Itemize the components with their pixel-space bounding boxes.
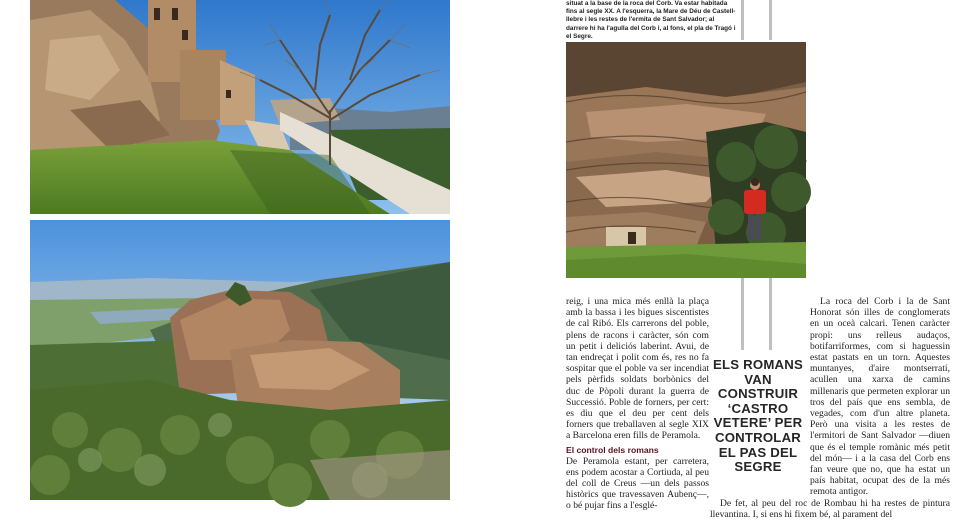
church-rock-photo [30,0,450,214]
rock-valley-photo [30,220,450,500]
body-paragraph: reig, i una mica més enllà la plaça amb la bassa i les bigues siscentistes de cal Ribó. Els carrerons del poble, plens de racons i caràcter, són com un petit i deliciós laberint. Avui, de tan endreçat i polit com és, res no fa sospitar que el poble va ser incendiat pels pèrfids soldats borbònics del duc de Pòpoli durant la guerra de Successió. Poble de forners, per cert: es diu que el deu per cent dels forners que treballaven al segle XIX a Barcelona eren fills de Peramola. [566,296,709,442]
body-paragraph: De fet, al peu del roc de Rombau hi ha restes de pintura llevantina. I, si ens hi fixem bé, al parament del [710,497,950,520]
pull-quote-spacer [710,296,810,496]
pull-quote: ELS ROMANS VAN CONSTRUIR ‘CASTRO VETERE’ PER CONTROLAR EL PAS DEL SEGRE [713,357,803,475]
article-column-left [566,296,709,512]
column-rule [769,0,772,40]
column-rule [741,0,744,40]
body-paragraph: La roca del Corb i la de Sant Honorat són illes de conglomerats en un oceà calcari. Tenen caràcter propi: uns relleus audaços, botifarriformes, com si haguessin estat pastats en un torn. Aquestes muntanyes, d'aire montserratí, acullen una xarxa de camins millenaris que permeten explorar un tros del país que ens sembla, de vegades, com d'un altre planeta. Però una visita a les restes de l'ermitori de Sant Salvador —diuen que és el temple romànic més petit del món— i a la casa del Corb ens fan veure que no, que ha estat un país habitat, ocupat des de la més remota antigor. [810,296,950,498]
body-paragraph: De Peramola estant, per carretera, ens podem acostar a Cortiuda, al peu del coll de Creus —un dels passos històrics que travessaven Aubenç—, o bé pujar fins a l'esglé- [566,455,709,512]
section-subhead: El control dels romans [566,444,659,455]
hiker-cliff-photo [566,42,806,278]
article-column-right [710,296,950,520]
photo-caption: situat a la base de la roca del Corb. Va estar habitada fins al segle XX. A l'esquerra, la Mare de Déu de Castell-llebre i les restes de l'ermita de Sant Salvador; al darrere hi ha l'agulla del Corb i, al fons, el pla de Tragó i el Segre. [566,0,736,40]
